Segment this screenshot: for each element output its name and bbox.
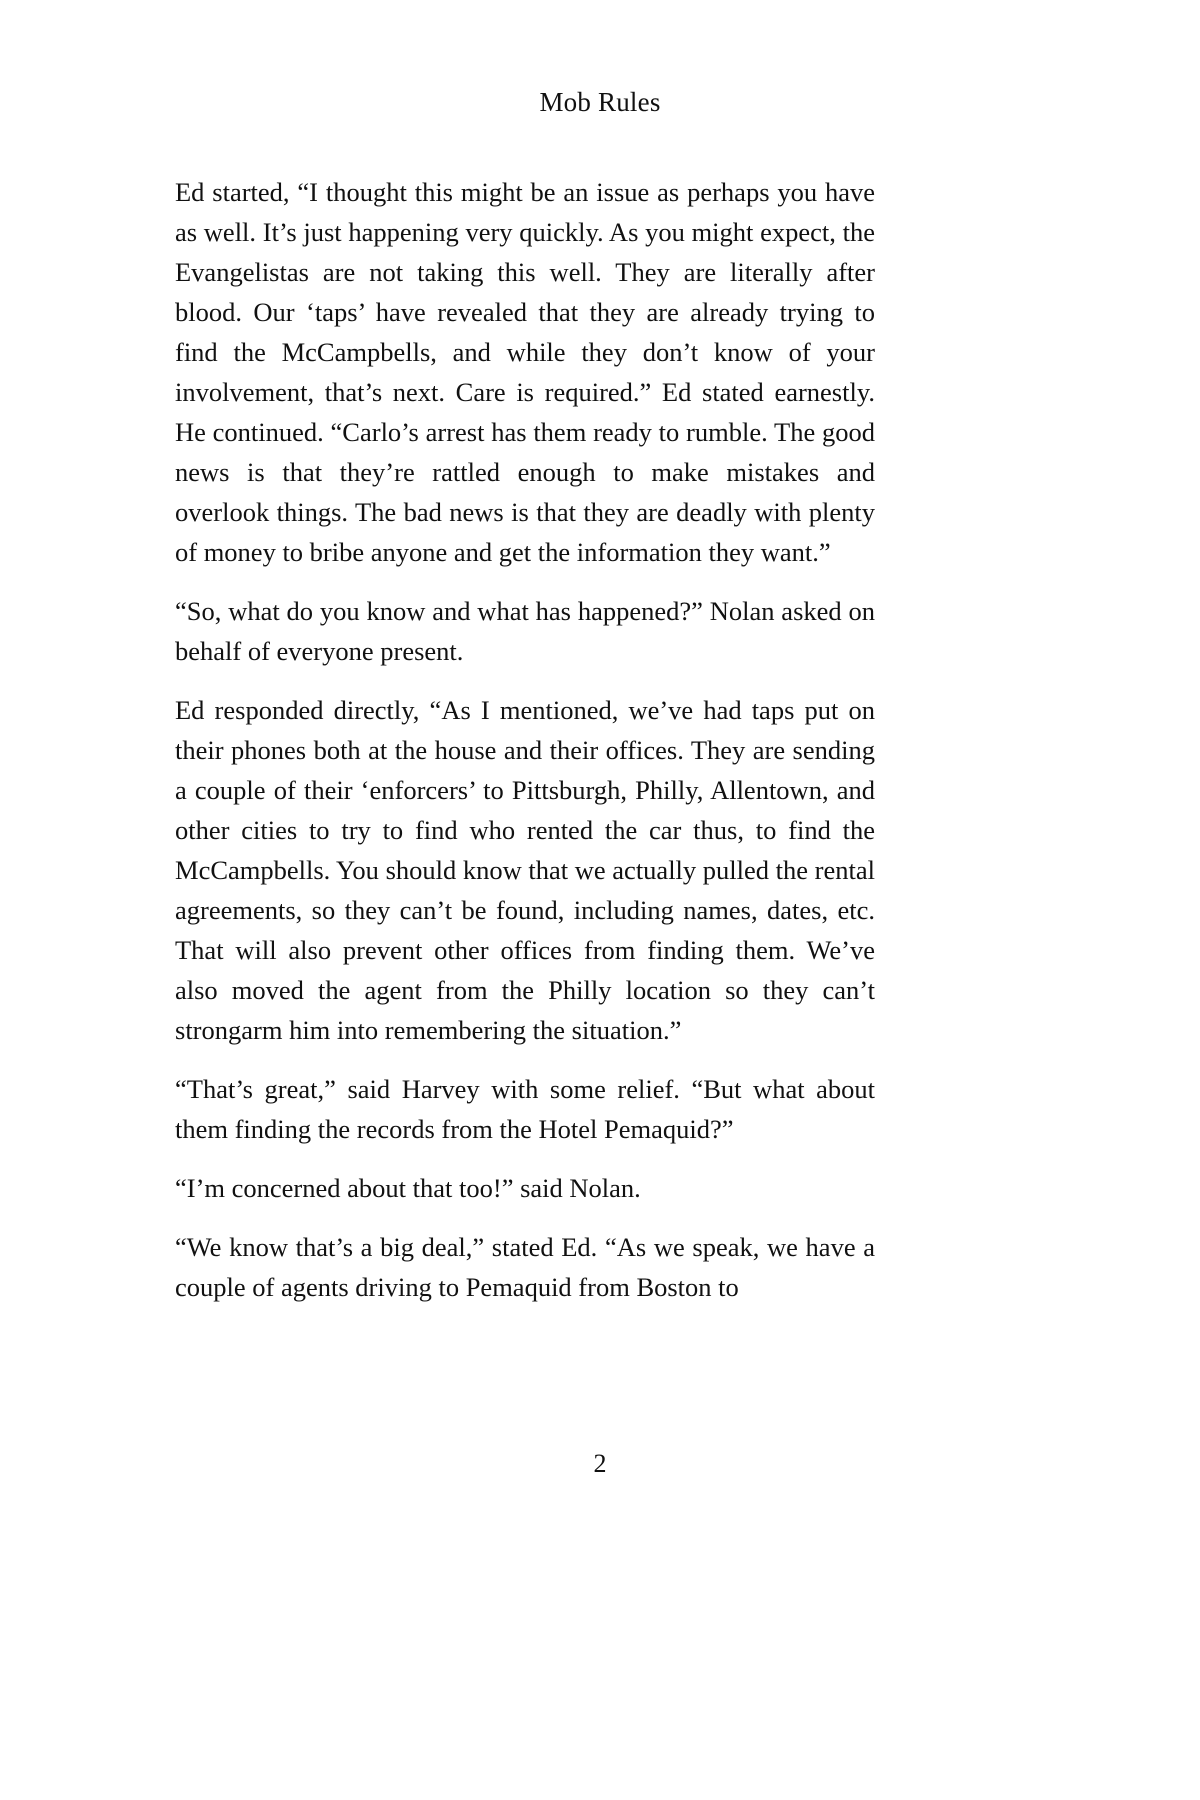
page-number: 2	[593, 1449, 607, 1478]
paragraph: “We know that’s a big deal,” stated Ed. “As we speak, we have a couple of agents driving to Pemaquid from Boston to	[175, 1232, 875, 1302]
paragraph: “That’s great,” said Harvey with some relief. “But what about them finding the records from the Hotel Pemaquid?”	[175, 1074, 875, 1144]
paragraph: “So, what do you know and what has happened?” Nolan asked on behalf of everyone present.	[175, 596, 875, 666]
running-head: Mob Rules	[539, 87, 661, 117]
body-text-block	[175, 172, 875, 1307]
paragraph: “I’m concerned about that too!” said Nolan.	[175, 1173, 641, 1203]
paragraph: Ed responded directly, “As I mentioned, we’ve had taps put on their phones both at the house and their offices. They are sending a couple of their ‘enforcers’ to Pittsburgh, Philly, Allentown, and other cities to try to find who rented the car thus, to find the McCampbells. You should know that we actually pulled the rental agreements, so they can’t be found, including names, dates, etc. That will also prevent other offices from finding them. We’ve also moved the agent from the Philly location so they can’t strongarm him into remembering the situation.”	[175, 695, 875, 1045]
paragraph: Ed started, “I thought this might be an issue as perhaps you have as well. It’s just happening very quickly. As you might expect, the Evangelistas are not taking this well. They are literally after blood. Our ‘taps’ have revealed that they are already trying to find the McCampbells, and while they don’t know of your involvement, that’s next. Care is required.” Ed stated earnestly. He continued. “Carlo’s arrest has them ready to rumble. The good news is that they’re rattled enough to make mistakes and overlook things. The bad news is that they are deadly with plenty of money to bribe anyone and get the information they want.”	[175, 177, 875, 567]
